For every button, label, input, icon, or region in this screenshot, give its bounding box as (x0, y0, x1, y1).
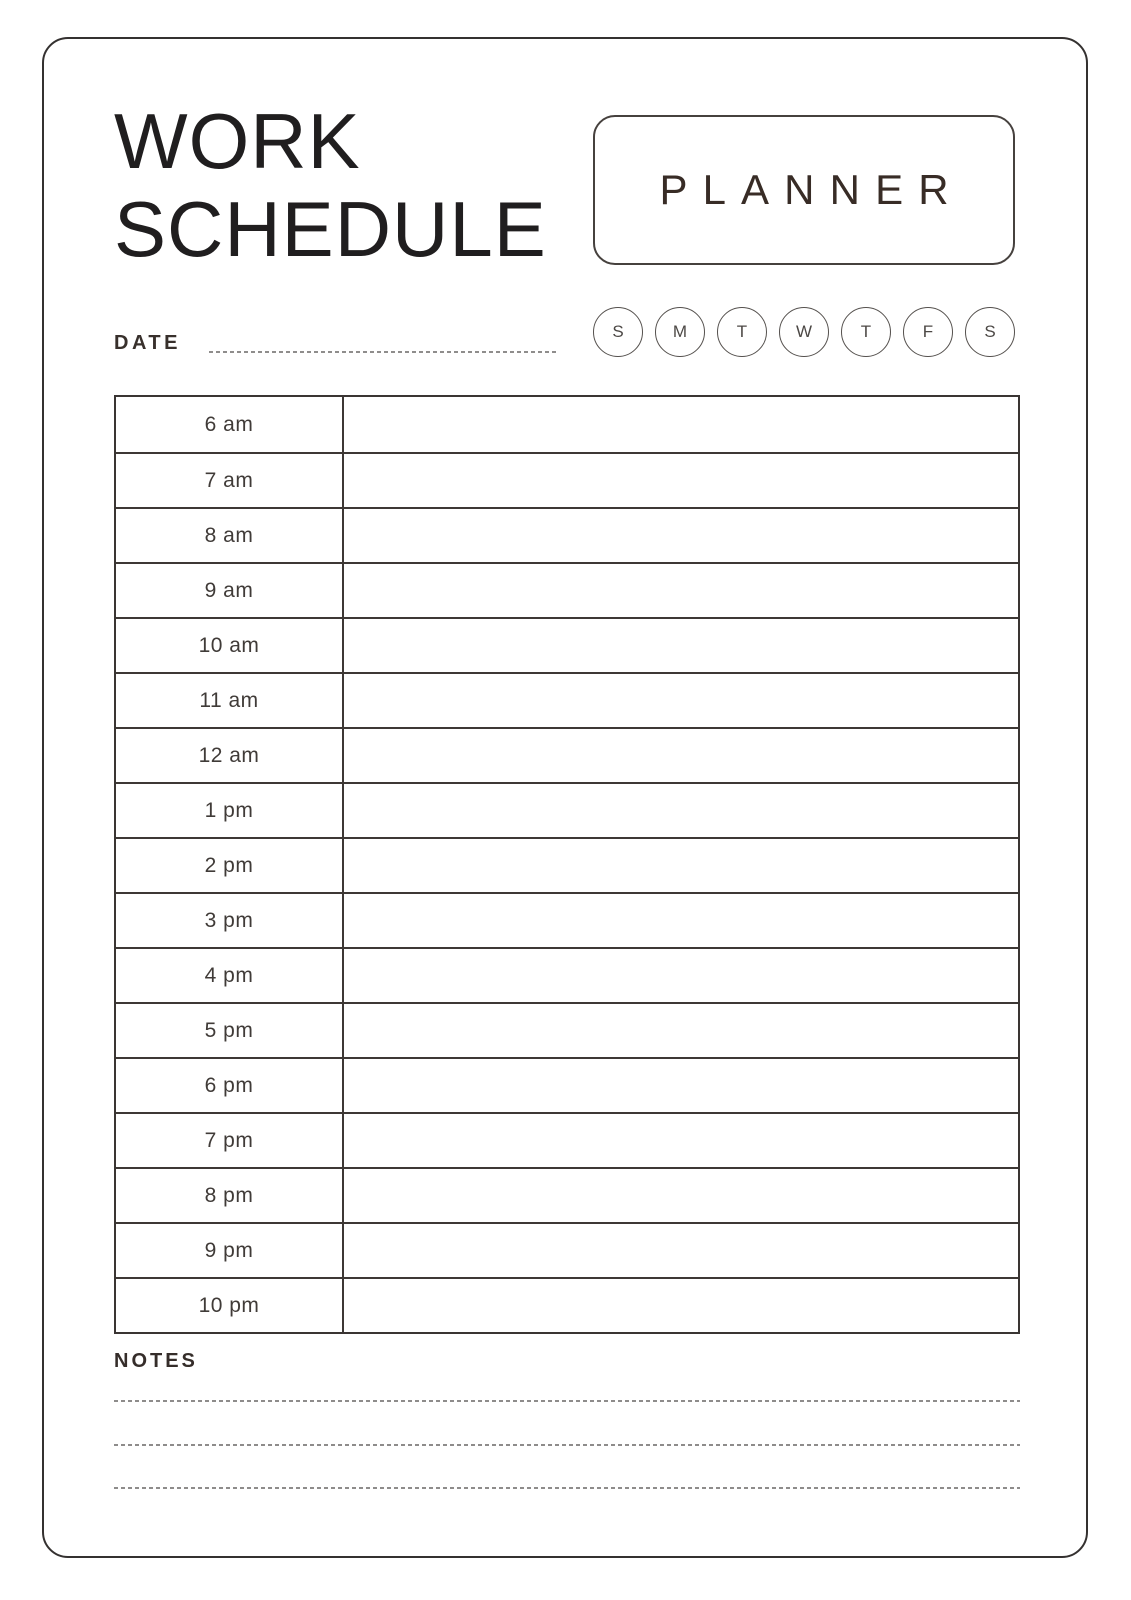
day-circle (655, 307, 705, 357)
date-label: DATE (114, 332, 181, 354)
time-label-cell: 6 am (116, 397, 344, 452)
table-row (116, 452, 1018, 507)
day-circle (903, 307, 953, 357)
day-circle-letter: T (860, 322, 872, 341)
schedule-entry-cell (344, 1059, 1018, 1112)
table-row (116, 1002, 1018, 1057)
day-circle (717, 307, 767, 357)
day-circle-letter: S (612, 322, 624, 341)
page-title (114, 97, 547, 273)
time-label-cell: 10 am (116, 619, 344, 672)
time-label-cell: 7 pm (116, 1114, 344, 1167)
day-circle-letter: F (922, 322, 934, 341)
notes-fill-in-line (114, 1444, 1020, 1446)
planner-page (42, 37, 1088, 1558)
time-label-cell: 4 pm (116, 949, 344, 1002)
planner-badge-label: PLANNER (659, 166, 964, 213)
weekday-selector-row (593, 307, 1015, 357)
day-circle (965, 307, 1015, 357)
schedule-entry-cell (344, 674, 1018, 727)
page-title-line2: SCHEDULE (114, 185, 547, 273)
day-circle (779, 307, 829, 357)
time-label-cell: 2 pm (116, 839, 344, 892)
table-row (116, 782, 1018, 837)
day-circle-letter: W (795, 322, 813, 341)
time-label-cell: 9 pm (116, 1224, 344, 1277)
schedule-entry-cell (344, 1224, 1018, 1277)
page-title-line1: WORK (114, 97, 361, 185)
table-row (116, 727, 1018, 782)
schedule-entry-cell (344, 784, 1018, 837)
time-label-cell: 6 pm (116, 1059, 344, 1112)
schedule-entry-cell (344, 1279, 1018, 1332)
schedule-entry-cell (344, 1114, 1018, 1167)
table-row (116, 507, 1018, 562)
schedule-entry-cell (344, 397, 1018, 452)
schedule-entry-cell (344, 509, 1018, 562)
time-label-cell: 1 pm (116, 784, 344, 837)
notes-fill-in-line (114, 1487, 1020, 1489)
schedule-entry-cell (344, 1169, 1018, 1222)
table-row (116, 672, 1018, 727)
table-row (116, 1112, 1018, 1167)
table-row (116, 1222, 1018, 1277)
table-row (116, 1167, 1018, 1222)
schedule-entry-cell (344, 619, 1018, 672)
schedule-entry-cell (344, 729, 1018, 782)
time-label-cell: 12 am (116, 729, 344, 782)
day-circle-letter: M (672, 322, 688, 341)
schedule-entry-cell (344, 839, 1018, 892)
table-row (116, 892, 1018, 947)
schedule-entry-cell (344, 454, 1018, 507)
schedule-entry-cell (344, 949, 1018, 1002)
notes-label: NOTES (114, 1350, 198, 1372)
time-label-cell: 8 am (116, 509, 344, 562)
planner-badge (593, 115, 1015, 265)
table-row (116, 562, 1018, 617)
schedule-entry-cell (344, 1004, 1018, 1057)
table-row (116, 617, 1018, 672)
table-row (116, 947, 1018, 1002)
table-row (116, 837, 1018, 892)
schedule-entry-cell (344, 894, 1018, 947)
table-row (116, 1057, 1018, 1112)
time-label-cell: 11 am (116, 674, 344, 727)
notes-fill-in-line (114, 1400, 1020, 1402)
time-label-cell: 7 am (116, 454, 344, 507)
time-label-cell: 10 pm (116, 1279, 344, 1332)
table-row (116, 397, 1018, 452)
time-label-cell: 3 pm (116, 894, 344, 947)
day-circle (841, 307, 891, 357)
time-label-cell: 5 pm (116, 1004, 344, 1057)
time-label-cell: 8 pm (116, 1169, 344, 1222)
date-fill-in-line (209, 351, 557, 353)
schedule-entry-cell (344, 564, 1018, 617)
day-circle-letter: S (984, 322, 996, 341)
table-row (116, 1277, 1018, 1332)
day-circle (593, 307, 643, 357)
schedule-table (114, 395, 1020, 1334)
day-circle-letter: T (736, 322, 748, 341)
time-label-cell: 9 am (116, 564, 344, 617)
